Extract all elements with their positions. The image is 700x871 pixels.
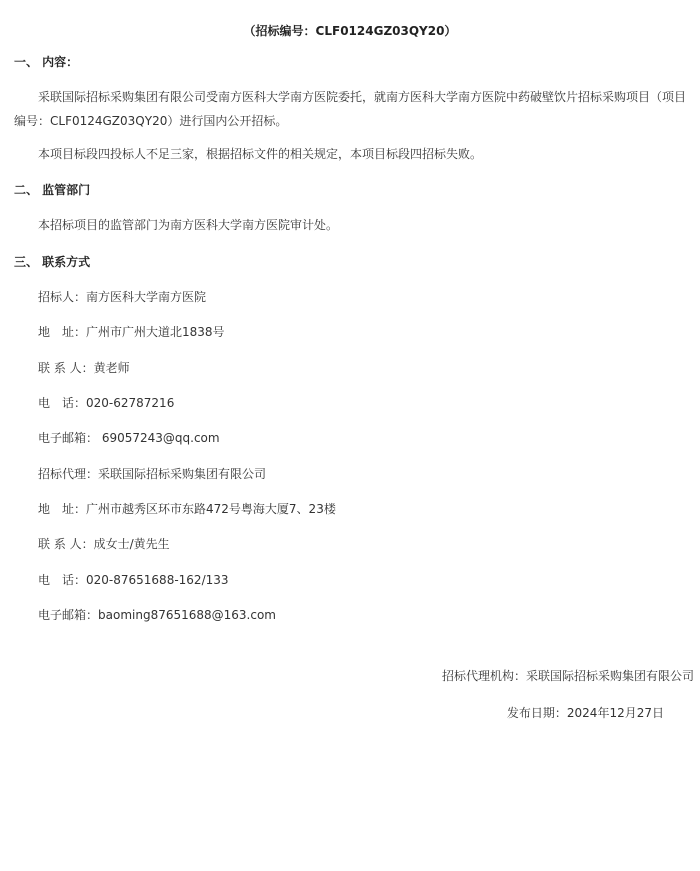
contact-label: 招标代理： (38, 467, 99, 481)
section-contact-title: 三、 联系方式 (14, 255, 91, 269)
section-content-title: 一、 内容： (14, 55, 79, 69)
contact-label: 联 系 人： (38, 537, 94, 551)
contact-value: 69057243@qq.com (98, 431, 220, 445)
content-paragraph-1: 采联国际招标采购集团有限公司受南方医科大学南方医院委托，就南方医科大学南方医院中药破壁饮片招标采购项目（项目编号：CLF0124GZ03QY20）进行国内公开招标。 (14, 90, 687, 128)
contact-agency-person (38, 535, 170, 553)
contact-label: 电 话： (38, 396, 87, 410)
footer-agency: 招标代理机构：采联国际招标采购集团有限公司 (441, 669, 694, 683)
contact-value: 广州市广州大道北1838号 (86, 325, 225, 339)
contact-value: 黄老师 (93, 361, 130, 375)
contact-agency-email (38, 606, 276, 624)
contact-value: 采联国际招标采购集团有限公司 (98, 467, 267, 481)
contact-label: 地 址： (38, 325, 87, 339)
bid-number: （招标编号：CLF0124GZ03QY20） (243, 24, 457, 38)
contact-label: 招标人： (38, 290, 87, 304)
contact-agency-address (38, 500, 336, 518)
contact-value: 成女士/黄先生 (93, 537, 170, 551)
contact-label: 电子邮箱： (38, 431, 99, 445)
contact-tenderer-email (38, 429, 220, 447)
contact-tenderer-person (38, 359, 130, 377)
content-paragraph-2: 本项目标段四投标人不足三家，根据招标文件的相关规定，本项目标段四招标失败。 (38, 147, 483, 161)
contact-label: 联 系 人： (38, 361, 94, 375)
contact-value: 广州市越秀区环市东路472号粤海大厦7、23楼 (86, 502, 336, 516)
contact-label: 电 话： (38, 573, 87, 587)
contact-agency (38, 465, 266, 483)
section-supervision-title: 二、 监管部门 (14, 183, 91, 197)
contact-tenderer (38, 288, 206, 306)
contact-agency-phone (38, 571, 229, 589)
contact-value: 020-87651688-162/133 (86, 573, 229, 587)
contact-label: 电子邮箱： (38, 608, 99, 622)
contact-value: baoming87651688@163.com (98, 608, 276, 622)
contact-value: 南方医科大学南方医院 (86, 290, 207, 304)
contact-tenderer-phone (38, 394, 174, 412)
contact-value: 020-62787216 (86, 396, 175, 410)
supervision-paragraph: 本招标项目的监管部门为南方医科大学南方医院审计处。 (38, 218, 339, 232)
footer-publish-date: 发布日期：2024年12月27日 (506, 706, 664, 720)
contact-tenderer-address (38, 323, 225, 341)
contact-label: 地 址： (38, 502, 87, 516)
